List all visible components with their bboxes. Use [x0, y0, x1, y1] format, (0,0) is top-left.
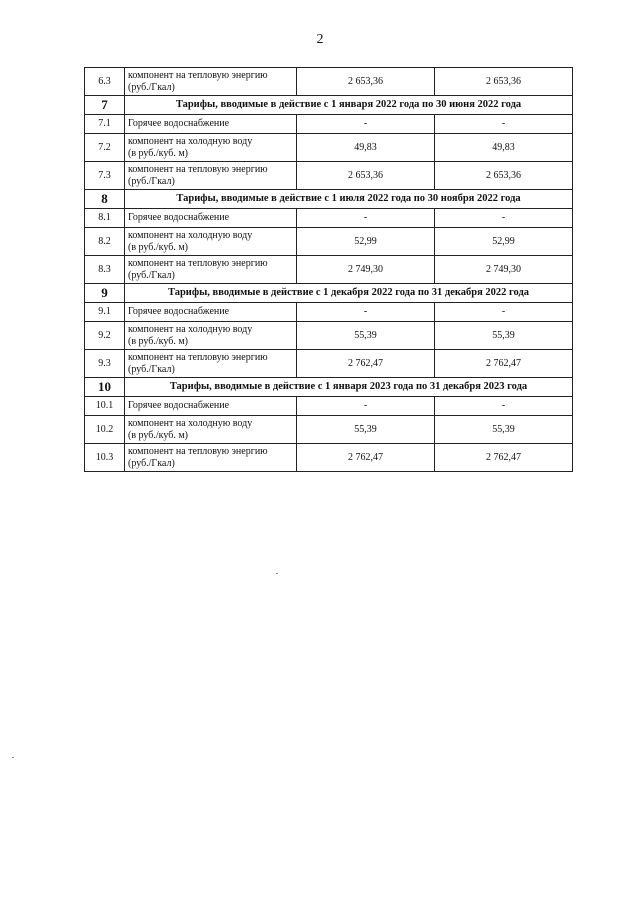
row-number: 7.2 — [85, 134, 125, 162]
value-column-1: - — [297, 397, 435, 416]
row-description — [125, 322, 297, 350]
section-number: 10 — [85, 378, 125, 397]
row-description — [125, 68, 297, 96]
description-line: (в руб./куб. м) — [128, 147, 188, 159]
table-row — [85, 397, 573, 416]
value-column-1: 2 653,36 — [297, 68, 435, 96]
description-line: компонент на холодную воду — [128, 417, 253, 429]
description-line: компонент на тепловую энергию — [128, 69, 268, 81]
row-number: 8.3 — [85, 256, 125, 284]
description-line: компонент на тепловую энергию — [128, 257, 268, 269]
row-description — [125, 256, 297, 284]
table-row — [85, 416, 573, 444]
row-description — [125, 115, 297, 134]
row-description — [125, 397, 297, 416]
row-number: 10.1 — [85, 397, 125, 416]
section-header-row — [85, 378, 573, 397]
row-number: 10.2 — [85, 416, 125, 444]
value-column-2: 55,39 — [435, 416, 573, 444]
row-description — [125, 416, 297, 444]
table-row — [85, 350, 573, 378]
row-number: 8.2 — [85, 228, 125, 256]
description-line: (руб./Гкал) — [128, 81, 175, 93]
section-number: 9 — [85, 284, 125, 303]
value-column-2: 55,39 — [435, 322, 573, 350]
value-column-2: 52,99 — [435, 228, 573, 256]
row-description — [125, 209, 297, 228]
value-column-2: 2 762,47 — [435, 444, 573, 472]
value-column-2: - — [435, 115, 573, 134]
description-line: компонент на холодную воду — [128, 229, 253, 241]
tariff-table-body — [85, 68, 573, 472]
description-line: (руб./Гкал) — [128, 363, 175, 375]
value-column-2: 49,83 — [435, 134, 573, 162]
value-column-1: 52,99 — [297, 228, 435, 256]
section-number: 7 — [85, 96, 125, 115]
description-line: (в руб./куб. м) — [128, 429, 188, 441]
scan-speck — [276, 573, 278, 574]
section-header-row — [85, 190, 573, 209]
value-column-2: - — [435, 209, 573, 228]
table-row — [85, 228, 573, 256]
description-line: Горячее водоснабжение — [128, 212, 230, 223]
table-row — [85, 134, 573, 162]
value-column-1: 2 653,36 — [297, 162, 435, 190]
description-line: Горячее водоснабжение — [128, 118, 230, 129]
table-row — [85, 209, 573, 228]
row-description — [125, 444, 297, 472]
value-column-1: - — [297, 115, 435, 134]
table-row — [85, 68, 573, 96]
description-line: компонент на холодную воду — [128, 135, 253, 147]
row-number: 9.3 — [85, 350, 125, 378]
table-row — [85, 256, 573, 284]
value-column-2: - — [435, 397, 573, 416]
description-line: (руб./Гкал) — [128, 175, 175, 187]
description-line: компонент на тепловую энергию — [128, 163, 268, 175]
description-line: Горячее водоснабжение — [128, 400, 230, 411]
section-header-row — [85, 96, 573, 115]
value-column-2: 2 762,47 — [435, 350, 573, 378]
value-column-1: 2 762,47 — [297, 444, 435, 472]
value-column-1: - — [297, 303, 435, 322]
section-title: Тарифы, вводимые в действие с 1 декабря 2022 года по 31 декабря 2022 года — [125, 284, 573, 303]
description-line: (руб./Гкал) — [128, 269, 175, 281]
value-column-2: 2 749,30 — [435, 256, 573, 284]
row-number: 8.1 — [85, 209, 125, 228]
value-column-1: 2 749,30 — [297, 256, 435, 284]
value-column-1: 49,83 — [297, 134, 435, 162]
row-number: 6.3 — [85, 68, 125, 96]
row-description — [125, 134, 297, 162]
section-title: Тарифы, вводимые в действие с 1 января 2022 года по 30 июня 2022 года — [125, 96, 573, 115]
table-row — [85, 115, 573, 134]
description-line: Горячее водоснабжение — [128, 306, 230, 317]
row-description — [125, 303, 297, 322]
table-row — [85, 162, 573, 190]
row-description — [125, 350, 297, 378]
value-column-2: - — [435, 303, 573, 322]
row-number: 7.1 — [85, 115, 125, 134]
value-column-2: 2 653,36 — [435, 68, 573, 96]
section-number: 8 — [85, 190, 125, 209]
table-row — [85, 444, 573, 472]
section-title: Тарифы, вводимые в действие с 1 июля 2022 года по 30 ноября 2022 года — [125, 190, 573, 209]
row-number: 7.3 — [85, 162, 125, 190]
row-number: 10.3 — [85, 444, 125, 472]
value-column-1: - — [297, 209, 435, 228]
description-line: компонент на холодную воду — [128, 323, 253, 335]
description-line: (руб./Гкал) — [128, 457, 175, 469]
row-number: 9.1 — [85, 303, 125, 322]
scan-speck — [12, 757, 14, 758]
value-column-2: 2 653,36 — [435, 162, 573, 190]
value-column-1: 55,39 — [297, 322, 435, 350]
description-line: (в руб./куб. м) — [128, 241, 188, 253]
row-description — [125, 162, 297, 190]
value-column-1: 2 762,47 — [297, 350, 435, 378]
value-column-1: 55,39 — [297, 416, 435, 444]
section-header-row — [85, 284, 573, 303]
tariff-table — [84, 67, 573, 472]
description-line: компонент на тепловую энергию — [128, 445, 268, 457]
section-title: Тарифы, вводимые в действие с 1 января 2023 года по 31 декабря 2023 года — [125, 378, 573, 397]
row-number: 9.2 — [85, 322, 125, 350]
description-line: компонент на тепловую энергию — [128, 351, 268, 363]
row-description — [125, 228, 297, 256]
description-line: (в руб./куб. м) — [128, 335, 188, 347]
table-row — [85, 303, 573, 322]
page-number: 2 — [316, 32, 324, 47]
table-row — [85, 322, 573, 350]
